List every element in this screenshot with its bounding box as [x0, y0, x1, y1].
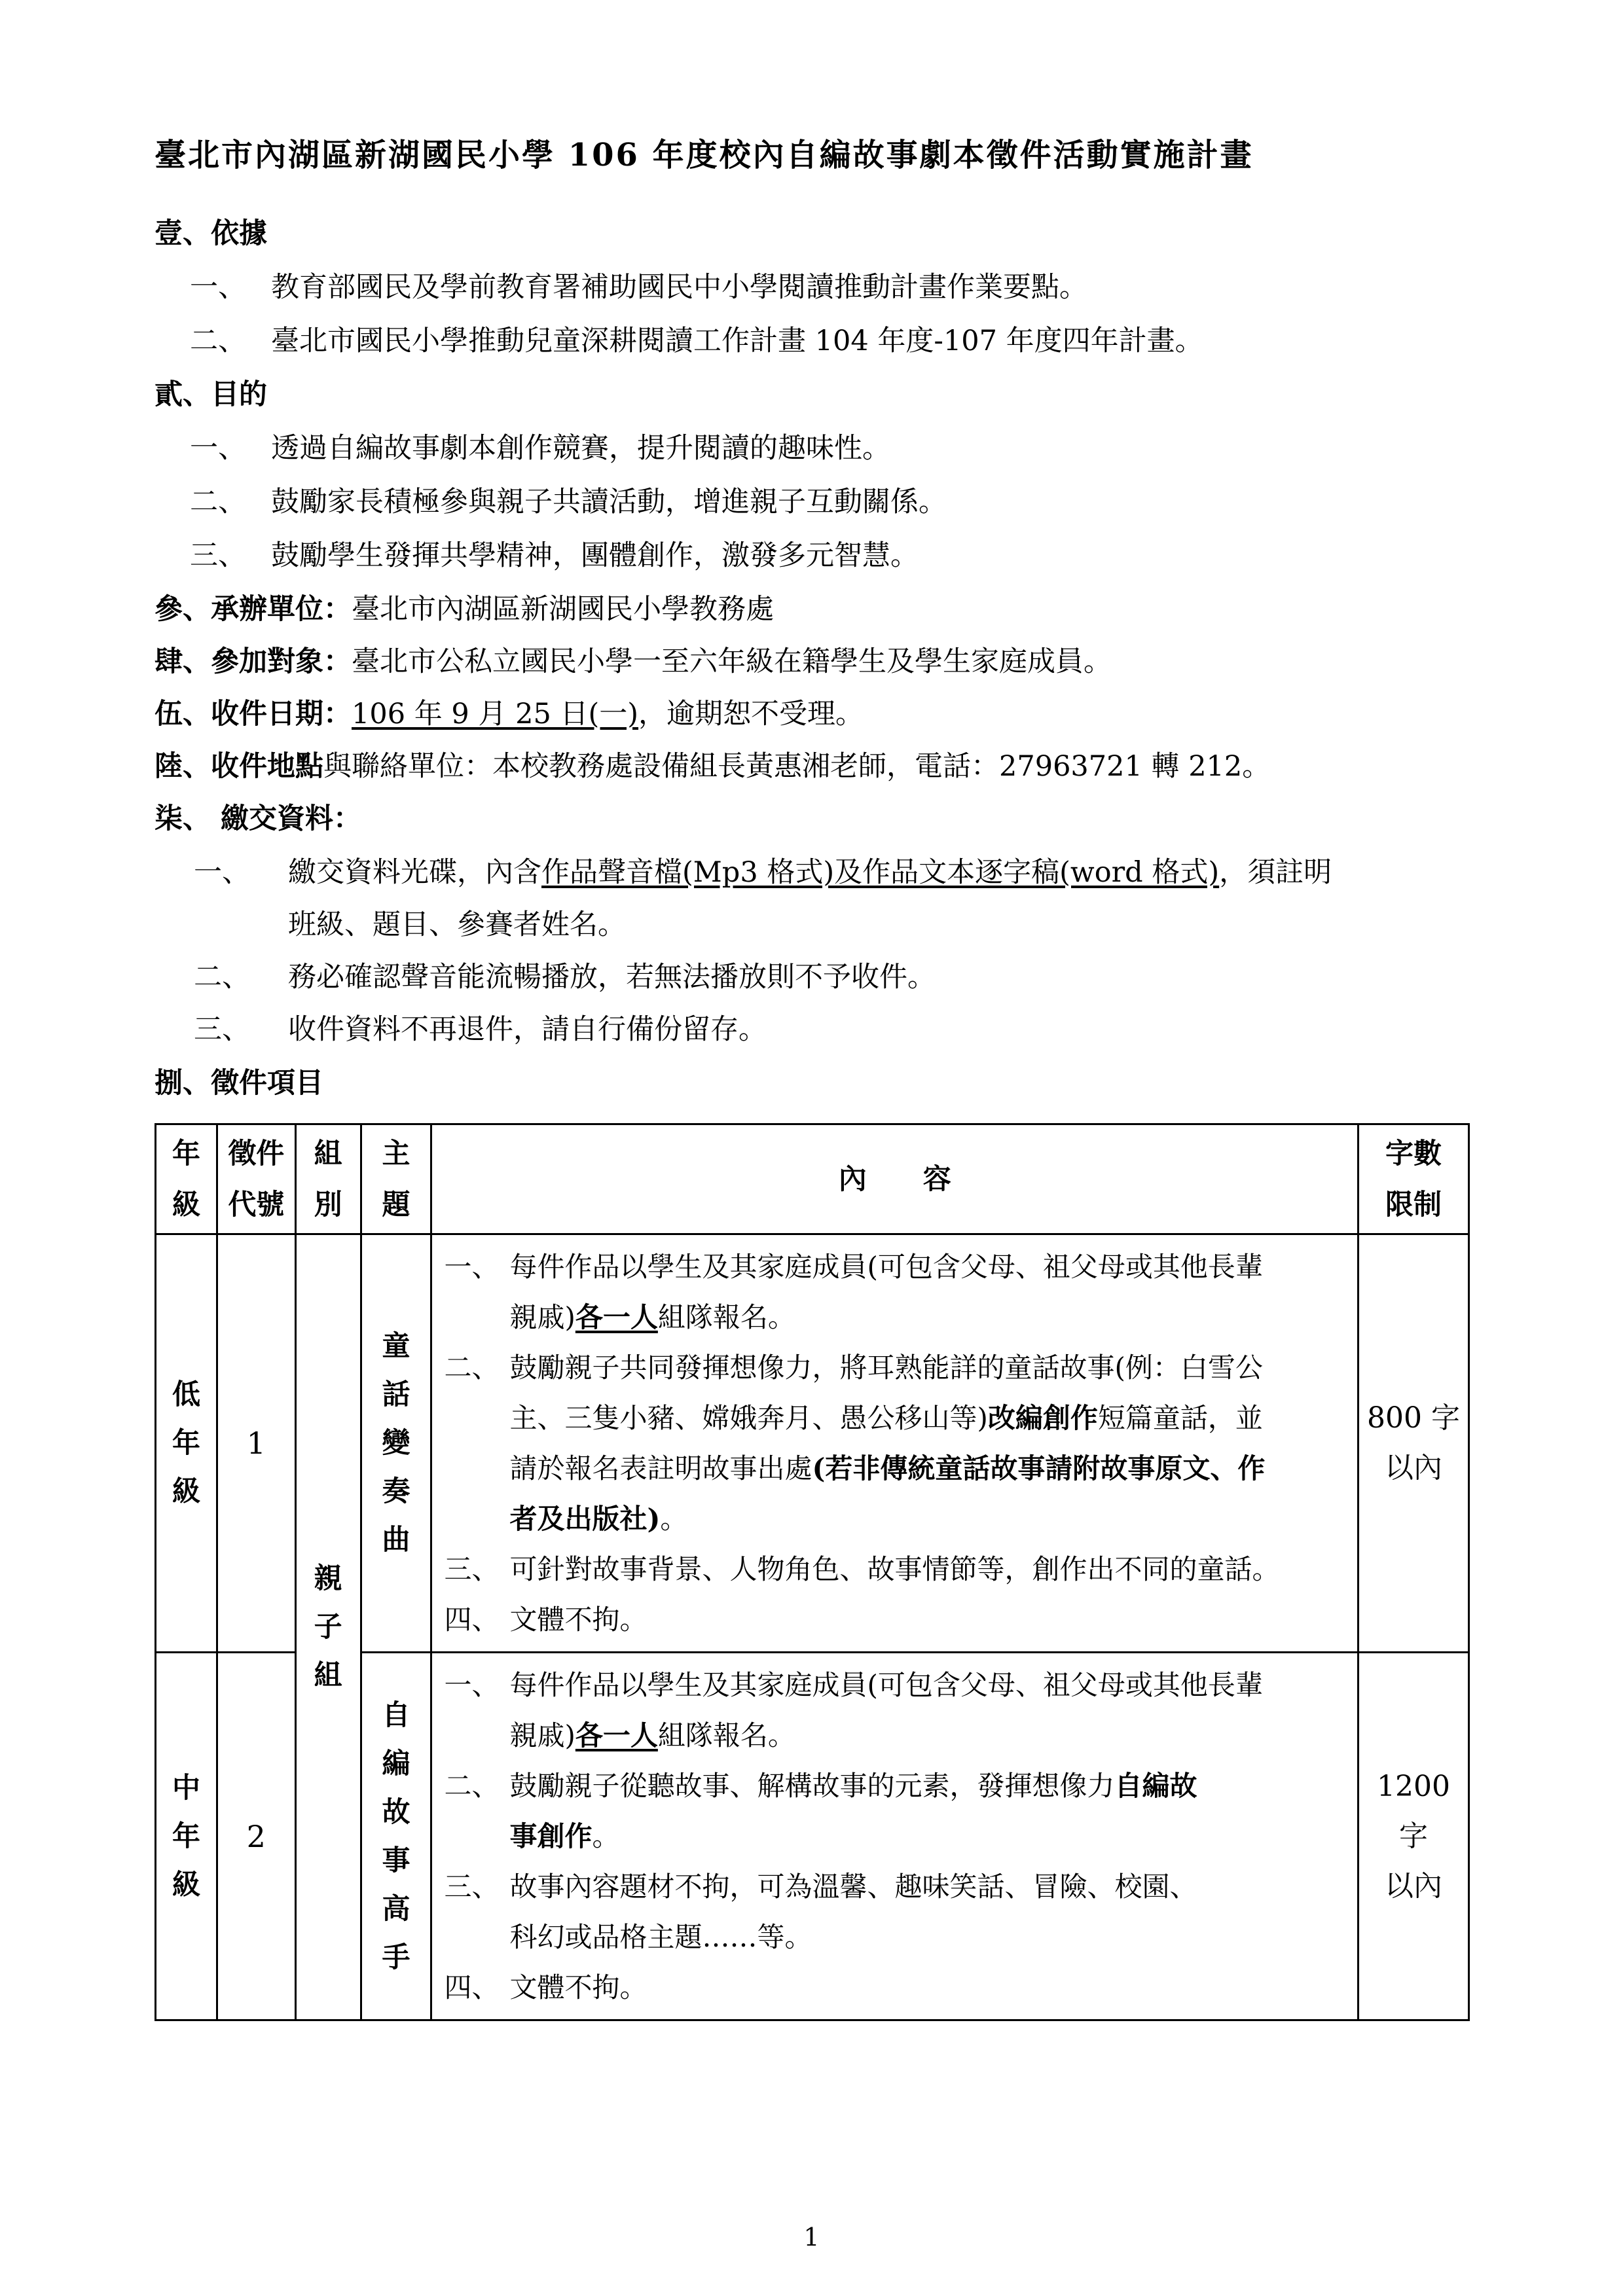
row1-content-item-2: 二、 鼓勵親子共同發揮想像力，將耳熟能詳的童話故事(例：白雪公 主、三隻小豬、嫦娥奔月、愚公移山等)改編創作短篇童話，並 請於報名表註明故事出處(若非傳統童話故事請附故事原文、作 者及出版社)。	[444, 1352, 1266, 1535]
row1-theme: 童 話 變 奏 曲	[361, 1234, 431, 1653]
section-5-label: 伍、收件日期：	[155, 698, 352, 730]
section-7-item-1	[288, 856, 1332, 889]
row1-grade: 低 年 級	[156, 1234, 217, 1653]
section-7-item-1-num: 一、	[194, 856, 250, 889]
section-6-text: 與聯絡單位：本校教務處設備組長黃惠湘老師，電話：27963721 轉 212。	[323, 750, 1271, 783]
group-cell: 親 子 組	[295, 1234, 361, 2020]
row2-limit: 1200 字 以內	[1359, 1653, 1469, 2020]
section-8-heading: 捌、徵件項目	[155, 1067, 323, 1100]
section-2-heading: 貳、目的	[155, 378, 267, 411]
row1-content-item-1: 一、 每件作品以學生及其家庭成員(可包含父母、祖父母或其他長輩 親戚)各一人組隊報名。	[444, 1251, 1263, 1333]
row1-content	[431, 1234, 1359, 1653]
table-header-row	[156, 1124, 1469, 1234]
submission-items-table	[155, 1123, 1470, 2021]
section-7-item-1-line2: 班級、題目、參賽者姓名。	[288, 908, 626, 941]
section-2-item-2: 鼓勵家長積極參與親子共讀活動，增進親子互動關係。	[271, 486, 947, 518]
header-limit: 字數 限制	[1359, 1124, 1469, 1234]
section-4-label: 肆、參加對象：	[155, 645, 352, 678]
section-7-item-3: 收件資料不再退件，請自行備份留存。	[288, 1013, 767, 1046]
row2-content	[431, 1653, 1359, 2020]
section-5-text: ，逾期恕不受理。	[638, 698, 864, 730]
row1-limit: 800 字 以內	[1359, 1234, 1469, 1653]
row2-grade: 中 年 級	[156, 1653, 217, 2020]
section-1-item-2-num: 二、	[190, 325, 246, 357]
section-5-date: 106 年 9 月 25 日(一)	[352, 698, 639, 730]
section-7-item-1-post: ，須註明	[1219, 856, 1332, 889]
section-7-item-1-underlined: 作品聲音檔(Mp3 格式)及作品文本逐字稿(word 格式)	[541, 856, 1220, 889]
section-2-item-2-num: 二、	[190, 486, 246, 518]
row2-content-item-2: 二、 鼓勵親子從聽故事、解構故事的元素，發揮想像力自編故 事創作。	[444, 1770, 1197, 1852]
section-1-heading: 壹、依據	[155, 217, 267, 250]
section-6-label: 陸、收件地點	[155, 750, 323, 783]
section-4	[155, 645, 1112, 678]
section-7-heading: 柒、 繳交資料：	[155, 802, 361, 835]
header-theme: 主 題	[361, 1124, 431, 1234]
section-7-item-3-num: 三、	[194, 1013, 250, 1046]
table-row	[156, 1234, 1469, 1653]
section-6	[155, 750, 1271, 783]
section-5	[155, 700, 864, 728]
section-1-item-1-num: 一、	[190, 271, 246, 304]
section-1-item-1: 教育部國民及學前教育署補助國民中小學閱讀推動計畫作業要點。	[271, 271, 1087, 304]
header-group: 組 別	[295, 1124, 361, 1234]
row2-code: 2	[217, 1653, 295, 2020]
section-2-item-1: 透過自編故事劇本創作競賽，提升閱讀的趣味性。	[271, 432, 890, 465]
header-grade: 年 級	[156, 1124, 217, 1234]
row2-content-item-4: 四、 文體不拘。	[444, 1971, 647, 2003]
row1-content-item-3: 三、 可針對故事背景、人物角色、故事情節等，創作出不同的童話。	[444, 1553, 1280, 1585]
section-7-item-2-num: 二、	[194, 961, 250, 994]
section-3-text: 臺北市內湖區新湖國民小學教務處	[352, 593, 774, 626]
row2-theme: 自 編 故 事 高 手	[361, 1653, 431, 2020]
section-3	[155, 593, 774, 626]
row2-content-item-3: 三、 故事內容題材不拘，可為溫馨、趣味笑話、冒險、校園、 科幻或品格主題……等。	[444, 1871, 1197, 1953]
section-2-item-3-num: 三、	[190, 539, 246, 572]
row1-code: 1	[217, 1234, 295, 1653]
section-1-item-2: 臺北市國民小學推動兒童深耕閱讀工作計畫 104 年度-107 年度四年計畫。	[271, 325, 1203, 357]
section-4-text: 臺北市公私立國民小學一至六年級在籍學生及學生家庭成員。	[352, 645, 1112, 678]
section-3-label: 參、承辦單位：	[155, 593, 352, 626]
header-content: 內 容	[431, 1124, 1359, 1234]
section-2-item-3: 鼓勵學生發揮共學精神，團體創作，激發多元智慧。	[271, 539, 919, 572]
document-title: 臺北市內湖區新湖國民小學 106 年度校內自編故事劇本徵件活動實施計畫	[155, 137, 1254, 173]
row2-content-item-1: 一、 每件作品以學生及其家庭成員(可包含父母、祖父母或其他長輩 親戚)各一人組隊報名。	[444, 1669, 1263, 1751]
header-code: 徵件 代號	[217, 1124, 295, 1234]
section-7-item-1-pre: 繳交資料光碟，內含	[288, 856, 541, 889]
section-7-item-2: 務必確認聲音能流暢播放，若無法播放則不予收件。	[288, 961, 936, 994]
section-2-item-1-num: 一、	[190, 432, 246, 465]
page-number: 1	[803, 2223, 820, 2251]
row1-content-item-4: 四、 文體不拘。	[444, 1604, 647, 1636]
